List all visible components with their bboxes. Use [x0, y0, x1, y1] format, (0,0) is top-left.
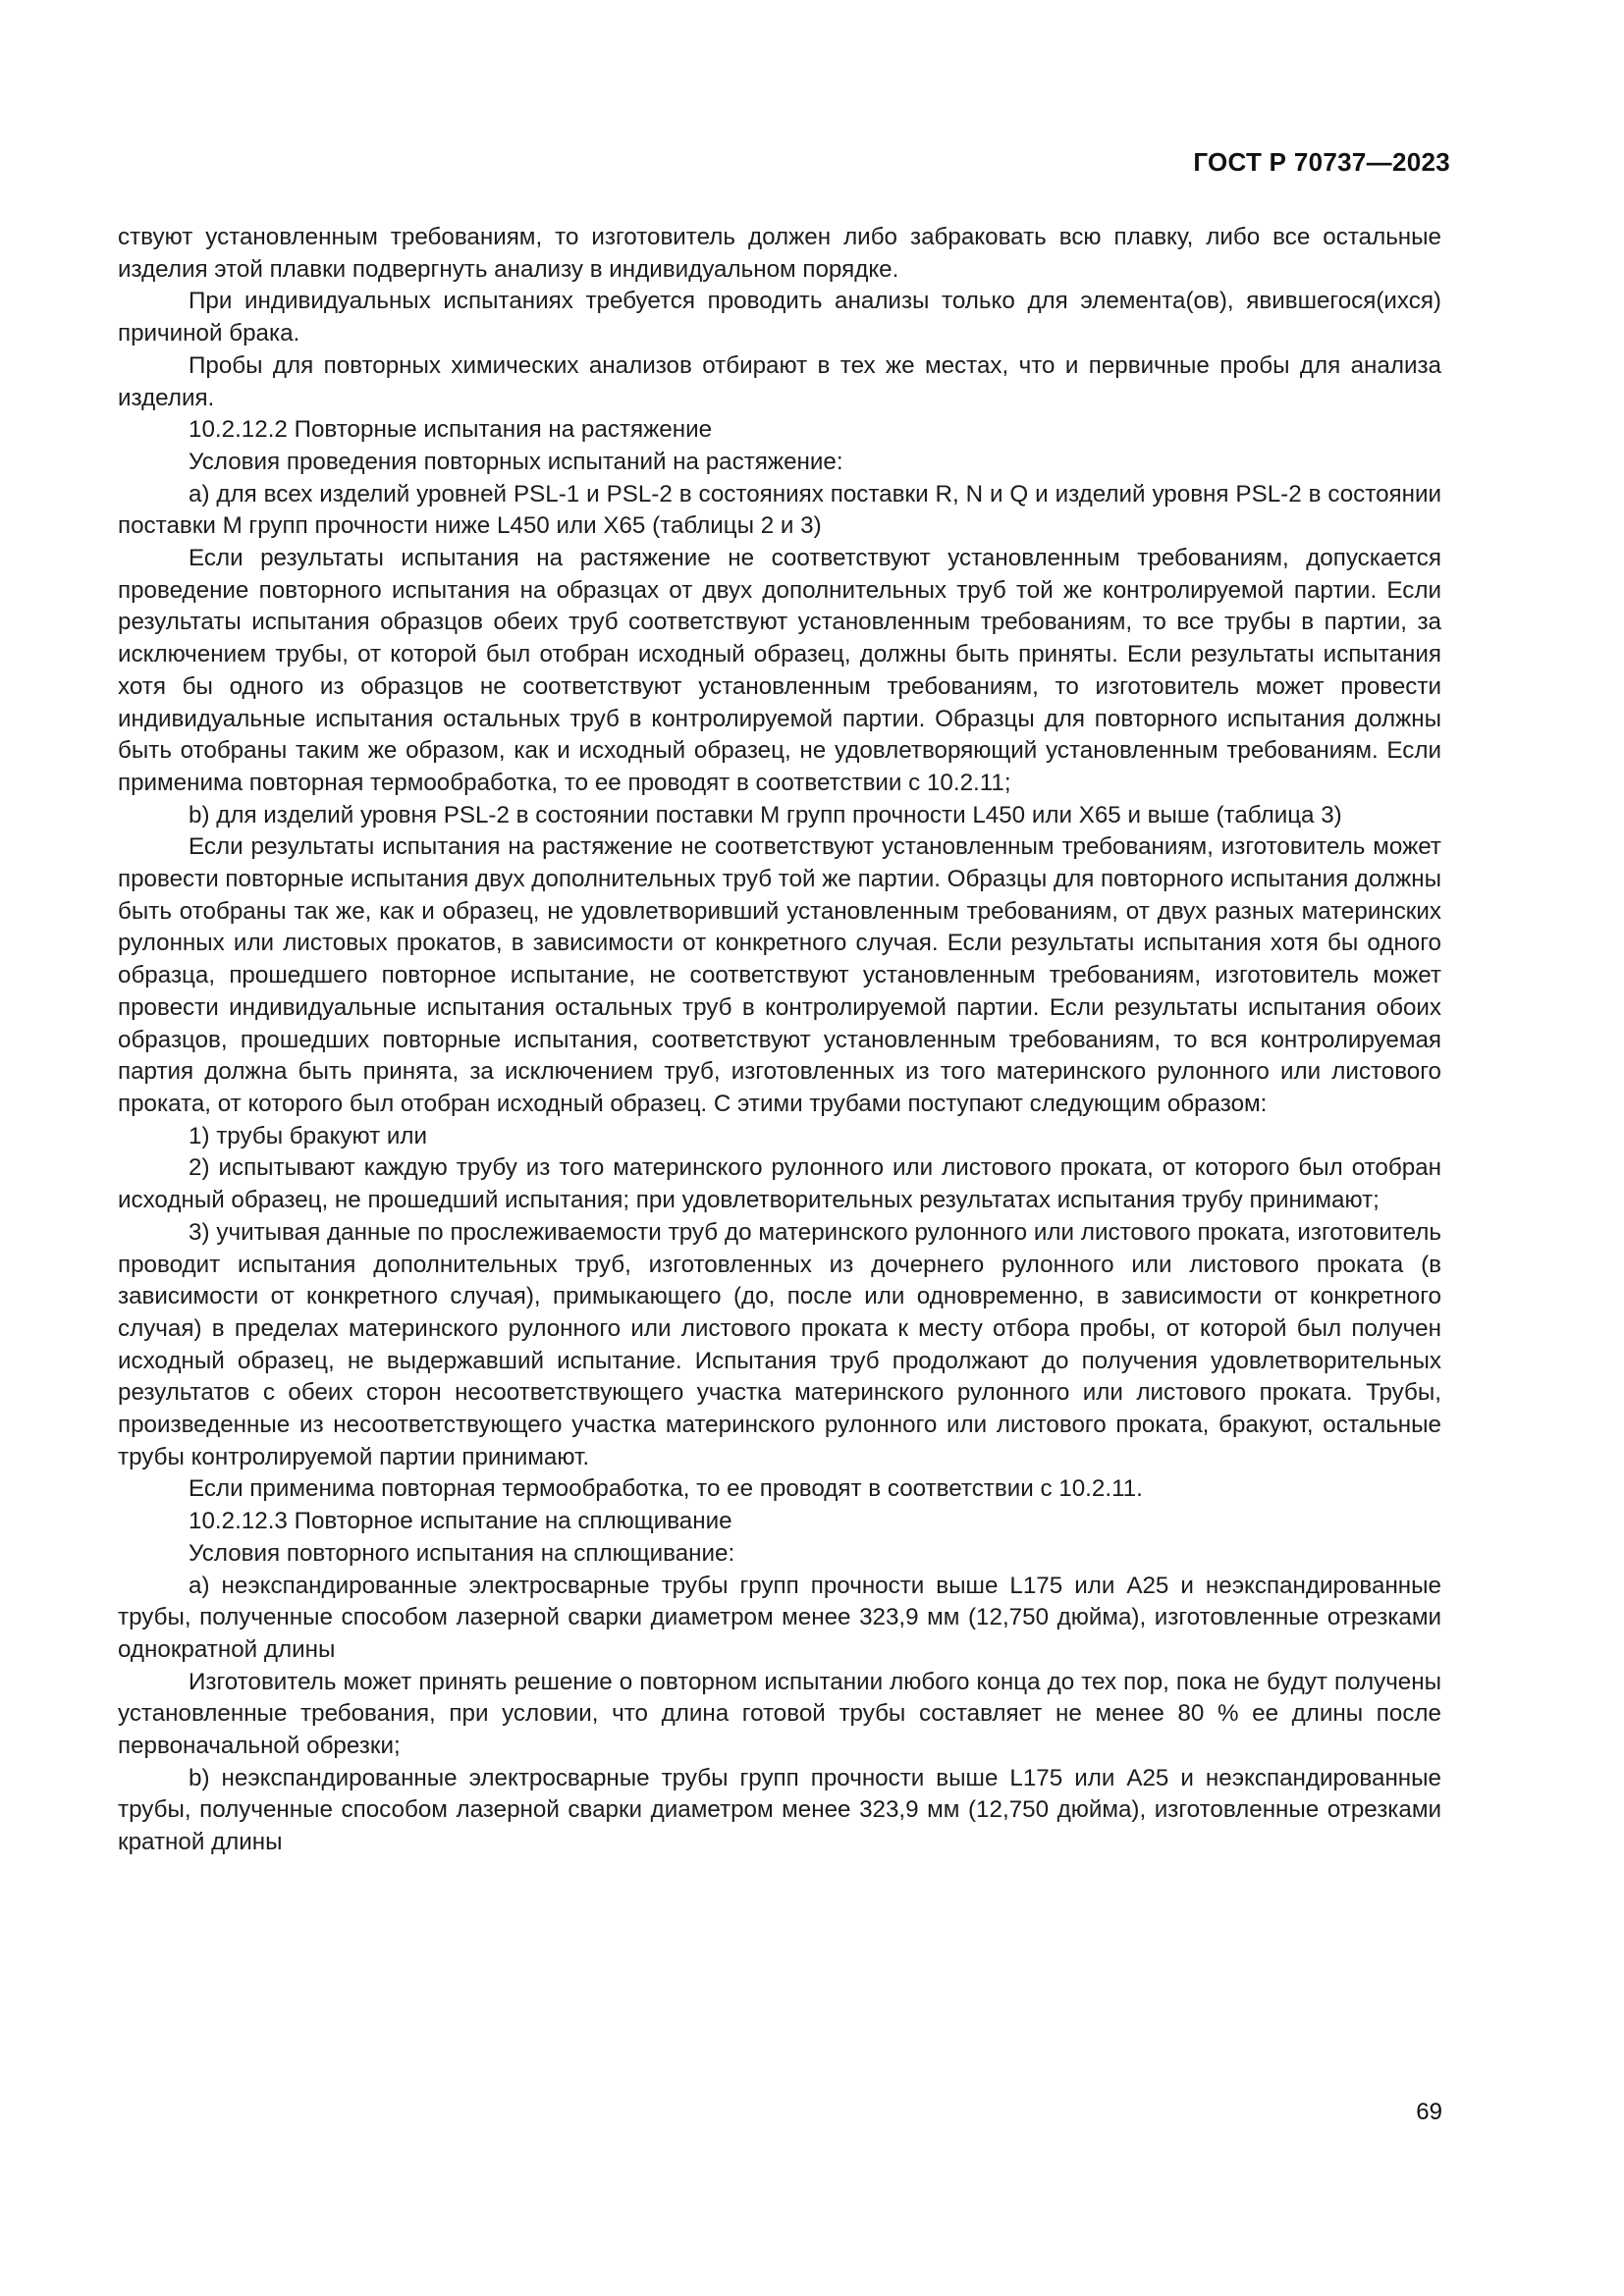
paragraph: Условия проведения повторных испытаний на растяжение: — [189, 448, 843, 475]
paragraph: Если результаты испытания на растяжение не соответствуют установленным требованиям, изготовитель может провести повторные испытания двух дополнительных труб той же партии. Образцы для повторного испытания должны быть отобраны так же, как и образец, не удовлетворивший установленным требованиям, от двух разных материнских рулонных или листовых прокатов, в зависимости от конкретного случая. Если результаты испытания хотя бы одного образца, прошедшего повторное испытание, не соответствуют установленным требованиям, изготовитель может провести индивидуальные испытания остальных труб в контролируемой партии. Если результаты испытания обоих образцов, прошедших повторные испытания, соответствуют установленным требованиям, то вся контролируемая партия должна быть принята, за исключением труб, изготовленных из того материнского рулонного или листового проката, от которого был отобран исходный образец. С этими трубами поступают следующим образом: — [118, 833, 1441, 1117]
paragraph: Если применима повторная термообработка, то ее проводят в соответствии с 10.2.11. — [189, 1475, 1143, 1503]
list-item: a) для всех изделий уровней PSL-1 и PSL-2 в состояниях поставки R, N и Q и изделий уровня PSL-2 в состоянии поставки M групп прочности ниже L450 или X65 (таблицы 2 и 3) — [118, 480, 1441, 540]
paragraph: Пробы для повторных химических анализов отбирают в тех же местах, что и первичные пробы для анализа изделия. — [118, 351, 1441, 411]
paragraph: Если результаты испытания на растяжение не соответствуют установленным требованиям, допускается проведение повторного испытания на образцах от двух дополнительных труб той же контролируемой партии. Если результаты испытания образцов обеих труб соответствуют установленным требованиям, то все трубы в партии, за исключением трубы, от которой был отобран исходный образец, должны быть приняты. Если результаты испытания хотя бы одного из образцов не соответствуют установленным требованиям, то изготовитель может провести индивидуальные испытания остальных труб в контролируемой партии. Образцы для повторного испытания должны быть отобраны таким же образом, как и исходный образец, не удовлетворяющий установленным требованиям. Если применима повторная термообработка, то ее проводят в соответствии с 10.2.11; — [118, 545, 1441, 796]
list-item: b) для изделий уровня PSL-2 в состоянии поставки M групп прочности L450 или X65 и выше (таблица 3) — [189, 801, 1342, 828]
section-heading: 10.2.12.2 Повторные испытания на растяжение — [189, 416, 713, 444]
paragraph: Изготовитель может принять решение о повторном испытании любого конца до тех пор, пока не будут получены установленные требования, при условии, что длина готовой трубы составляет не менее 80 % ее длины после первоначальной обрезки; — [118, 1668, 1441, 1760]
paragraph-continuation: ствуют установленным требованиям, то изготовитель должен либо забраковать всю плавку, либо все остальные изделия этой плавки подвергнуть анализу в индивидуальном порядке. — [118, 224, 1441, 283]
paragraph: При индивидуальных испытаниях требуется проводить анализы только для элемента(ов), явившегося(ихся) причиной брака. — [118, 288, 1441, 347]
list-item: 2) испытывают каждую трубу из того материнского рулонного или листового проката, от которого был отобран исходный образец, не прошедший испытания; при удовлетворительных результатах испытания трубу принимают; — [118, 1154, 1441, 1214]
list-item: b) неэкспандированные электросварные трубы групп прочности выше L175 или A25 и неэкспандированные трубы, полученные способом лазерной сварки диаметром менее 323,9 мм (12,750 дюйма), изготовленные отрезками кратной длины — [118, 1764, 1441, 1856]
section-heading: 10.2.12.3 Повторное испытание на сплющивание — [189, 1508, 732, 1535]
page-body-text — [118, 222, 1441, 1859]
list-item: 1) трубы бракуют или — [189, 1122, 428, 1149]
list-item: a) неэкспандированные электросварные трубы групп прочности выше L175 или A25 и неэкспандированные трубы, полученные способом лазерной сварки диаметром менее 323,9 мм (12,750 дюйма), изготовленные отрезками однократной длины — [118, 1572, 1441, 1663]
page-number: 69 — [1416, 2099, 1442, 2125]
document-code-header: ГОСТ Р 70737—2023 — [1193, 147, 1450, 177]
paragraph: Условия повторного испытания на сплющивание: — [189, 1539, 735, 1567]
list-item: 3) учитывая данные по прослеживаемости труб до материнского рулонного или листового проката, изготовитель проводит испытания дополнительных труб, изготовленных из дочернего рулонного или листового проката (в зависимости от конкретного случая), примыкающего (до, после или одновременно, в зависимости от конкретного случая) в пределах материнского рулонного или листового проката к месту отбора пробы, от которой был получен исходный образец, не выдержавший испытание. Испытания труб продолжают до получения удовлетворительных результатов с обеих сторон несоответствующего участка материнского рулонного или листового проката. Трубы, произведенные из несоответствующего участка материнского рулонного или листового проката, бракуют, остальные трубы контролируемой партии принимают. — [118, 1218, 1441, 1470]
